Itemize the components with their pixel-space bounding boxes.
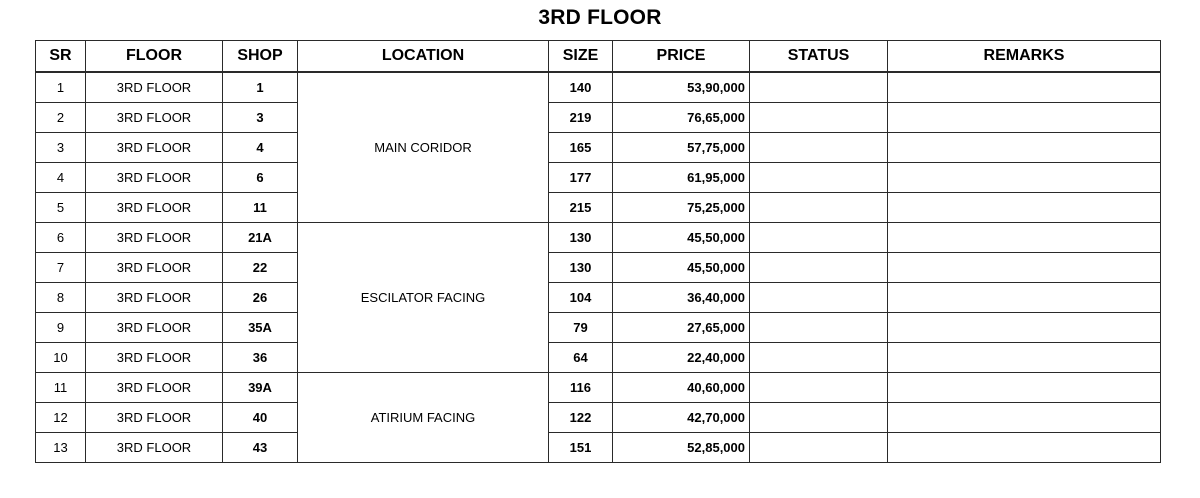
cell-shop: 21A (223, 223, 298, 253)
cell-status (750, 133, 888, 163)
cell-price: 45,50,000 (613, 253, 750, 283)
table-header (36, 41, 1161, 73)
page-title: 3RD FLOOR (538, 6, 662, 29)
table-row (36, 433, 1161, 463)
cell-floor: 3RD FLOOR (86, 72, 223, 103)
cell-floor: 3RD FLOOR (86, 133, 223, 163)
cell-price: 76,65,000 (613, 103, 750, 133)
cell-sr: 12 (36, 403, 86, 433)
cell-status (750, 253, 888, 283)
cell-size: 151 (549, 433, 613, 463)
cell-shop: 6 (223, 163, 298, 193)
cell-shop: 39A (223, 373, 298, 403)
header-location: LOCATION (298, 41, 549, 73)
cell-remarks (888, 133, 1161, 163)
cell-floor: 3RD FLOOR (86, 433, 223, 463)
cell-size: 64 (549, 343, 613, 373)
cell-size: 130 (549, 253, 613, 283)
shop-inventory-table (35, 40, 1161, 463)
cell-shop: 36 (223, 343, 298, 373)
cell-price: 27,65,000 (613, 313, 750, 343)
cell-remarks (888, 313, 1161, 343)
cell-remarks (888, 403, 1161, 433)
cell-status (750, 343, 888, 373)
cell-remarks (888, 433, 1161, 463)
cell-size: 130 (549, 223, 613, 253)
cell-floor: 3RD FLOOR (86, 193, 223, 223)
cell-price: 53,90,000 (613, 72, 750, 103)
cell-remarks (888, 193, 1161, 223)
table-row (36, 313, 1161, 343)
table-row (36, 223, 1161, 253)
header-status: STATUS (750, 41, 888, 73)
cell-shop: 1 (223, 72, 298, 103)
cell-floor: 3RD FLOOR (86, 343, 223, 373)
cell-shop: 40 (223, 403, 298, 433)
table-row (36, 133, 1161, 163)
cell-sr: 8 (36, 283, 86, 313)
cell-size: 79 (549, 313, 613, 343)
cell-sr: 11 (36, 373, 86, 403)
cell-price: 75,25,000 (613, 193, 750, 223)
table-row (36, 343, 1161, 373)
table-row (36, 103, 1161, 133)
cell-size: 219 (549, 103, 613, 133)
cell-location-escalator-facing: ESCILATOR FACING (298, 223, 549, 373)
cell-size: 122 (549, 403, 613, 433)
table-row (36, 373, 1161, 403)
cell-price: 42,70,000 (613, 403, 750, 433)
cell-remarks (888, 283, 1161, 313)
table-row (36, 163, 1161, 193)
table-row (36, 253, 1161, 283)
cell-size: 215 (549, 193, 613, 223)
cell-floor: 3RD FLOOR (86, 223, 223, 253)
cell-sr: 13 (36, 433, 86, 463)
cell-remarks (888, 72, 1161, 103)
cell-status (750, 163, 888, 193)
cell-status (750, 283, 888, 313)
cell-price: 36,40,000 (613, 283, 750, 313)
cell-sr: 4 (36, 163, 86, 193)
cell-status (750, 433, 888, 463)
header-remarks: REMARKS (888, 41, 1161, 73)
cell-status (750, 373, 888, 403)
cell-floor: 3RD FLOOR (86, 163, 223, 193)
cell-status (750, 403, 888, 433)
cell-status (750, 193, 888, 223)
cell-status (750, 313, 888, 343)
cell-price: 52,85,000 (613, 433, 750, 463)
cell-shop: 3 (223, 103, 298, 133)
cell-size: 140 (549, 72, 613, 103)
cell-shop: 11 (223, 193, 298, 223)
cell-status (750, 223, 888, 253)
table-body (36, 72, 1161, 463)
header-size: SIZE (549, 41, 613, 73)
cell-sr: 6 (36, 223, 86, 253)
cell-size: 165 (549, 133, 613, 163)
cell-remarks (888, 253, 1161, 283)
cell-location-atrium-facing: ATIRIUM FACING (298, 373, 549, 463)
cell-status (750, 72, 888, 103)
table-row (36, 403, 1161, 433)
cell-floor: 3RD FLOOR (86, 103, 223, 133)
cell-shop: 43 (223, 433, 298, 463)
table-row (36, 72, 1161, 103)
cell-size: 177 (549, 163, 613, 193)
cell-shop: 26 (223, 283, 298, 313)
cell-price: 22,40,000 (613, 343, 750, 373)
cell-floor: 3RD FLOOR (86, 283, 223, 313)
header-row (36, 41, 1161, 73)
cell-remarks (888, 223, 1161, 253)
cell-shop: 4 (223, 133, 298, 163)
cell-sr: 2 (36, 103, 86, 133)
cell-status (750, 103, 888, 133)
cell-floor: 3RD FLOOR (86, 313, 223, 343)
cell-sr: 9 (36, 313, 86, 343)
cell-sr: 5 (36, 193, 86, 223)
cell-floor: 3RD FLOOR (86, 373, 223, 403)
cell-remarks (888, 373, 1161, 403)
cell-shop: 35A (223, 313, 298, 343)
cell-floor: 3RD FLOOR (86, 253, 223, 283)
header-floor: FLOOR (86, 41, 223, 73)
cell-remarks (888, 103, 1161, 133)
cell-sr: 10 (36, 343, 86, 373)
table-row (36, 193, 1161, 223)
cell-remarks (888, 343, 1161, 373)
cell-location-main-corridor: MAIN CORIDOR (298, 72, 549, 223)
cell-floor: 3RD FLOOR (86, 403, 223, 433)
cell-sr: 3 (36, 133, 86, 163)
cell-size: 104 (549, 283, 613, 313)
header-sr: SR (36, 41, 86, 73)
cell-size: 116 (549, 373, 613, 403)
cell-price: 57,75,000 (613, 133, 750, 163)
cell-sr: 1 (36, 72, 86, 103)
cell-price: 40,60,000 (613, 373, 750, 403)
cell-price: 45,50,000 (613, 223, 750, 253)
cell-sr: 7 (36, 253, 86, 283)
cell-shop: 22 (223, 253, 298, 283)
header-price: PRICE (613, 41, 750, 73)
table-row (36, 283, 1161, 313)
header-shop: SHOP (223, 41, 298, 73)
cell-remarks (888, 163, 1161, 193)
cell-price: 61,95,000 (613, 163, 750, 193)
